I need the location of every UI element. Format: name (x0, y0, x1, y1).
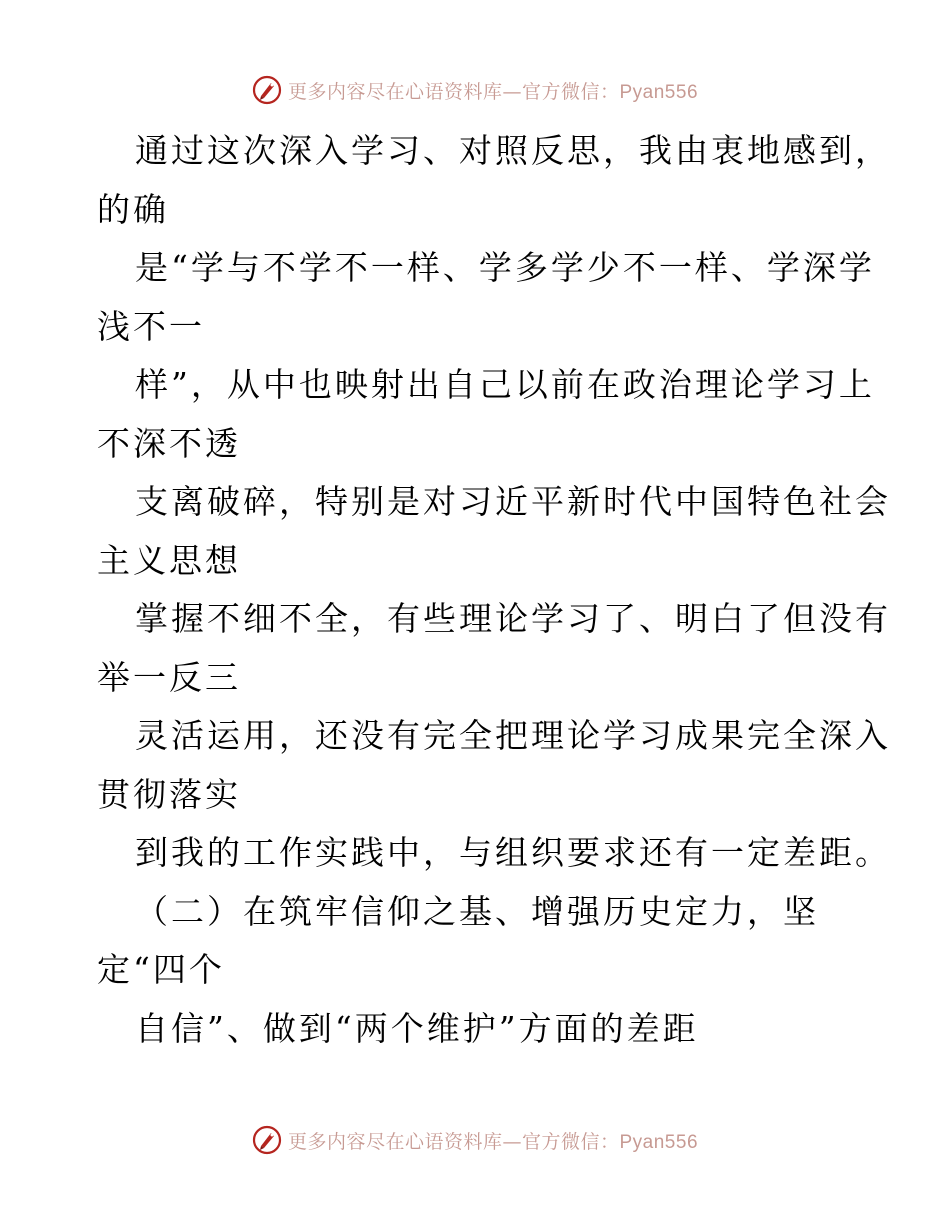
footer-banner-text: 更多内容尽在心语资料库—官方微信：Pyan556 (287, 1130, 699, 1153)
body-line: 样”，从中也映射出自己以前在政治理论学习上 (135, 365, 875, 404)
body-line: 掌握不细不全，有些理论学习了、明白了但没有 (135, 599, 891, 638)
footer-banner (0, 1120, 950, 1160)
body-line: 支离破碎，特别是对习近平新时代中国特色社会 (135, 482, 891, 521)
header-banner-text: 更多内容尽在心语资料库—官方微信：Pyan556 (287, 80, 699, 103)
header-banner (0, 70, 950, 110)
body-line: 浅不一 (97, 306, 205, 346)
body-line: （二）在筑牢信仰之基、增强历史定力，坚 (135, 891, 819, 931)
body-line: 灵活运用，还没有完全把理论学习成果完全深入 (135, 716, 891, 755)
body-line: 主义思想 (97, 540, 241, 580)
body-line: 自信”、做到“两个维护”方面的差距 (135, 1008, 699, 1048)
body-line: 不深不透 (97, 423, 241, 463)
body-line: 贯彻落实 (97, 774, 241, 814)
body-line: 举一反三 (97, 657, 241, 697)
body-line: 到我的工作实践中，与组织要求还有一定差距。 (135, 833, 891, 872)
body-line: 的确 (97, 189, 169, 229)
pen-nib-logo-icon (252, 75, 282, 105)
body-line: 定“四个 (97, 950, 225, 989)
pen-nib-logo-icon (252, 1125, 282, 1155)
document-body (97, 122, 891, 1058)
body-line: 是“学与不学不一样、学多学少不一样、学深学 (135, 248, 875, 287)
body-line: 通过这次深入学习、对照反思，我由衷地感到， (135, 131, 891, 170)
